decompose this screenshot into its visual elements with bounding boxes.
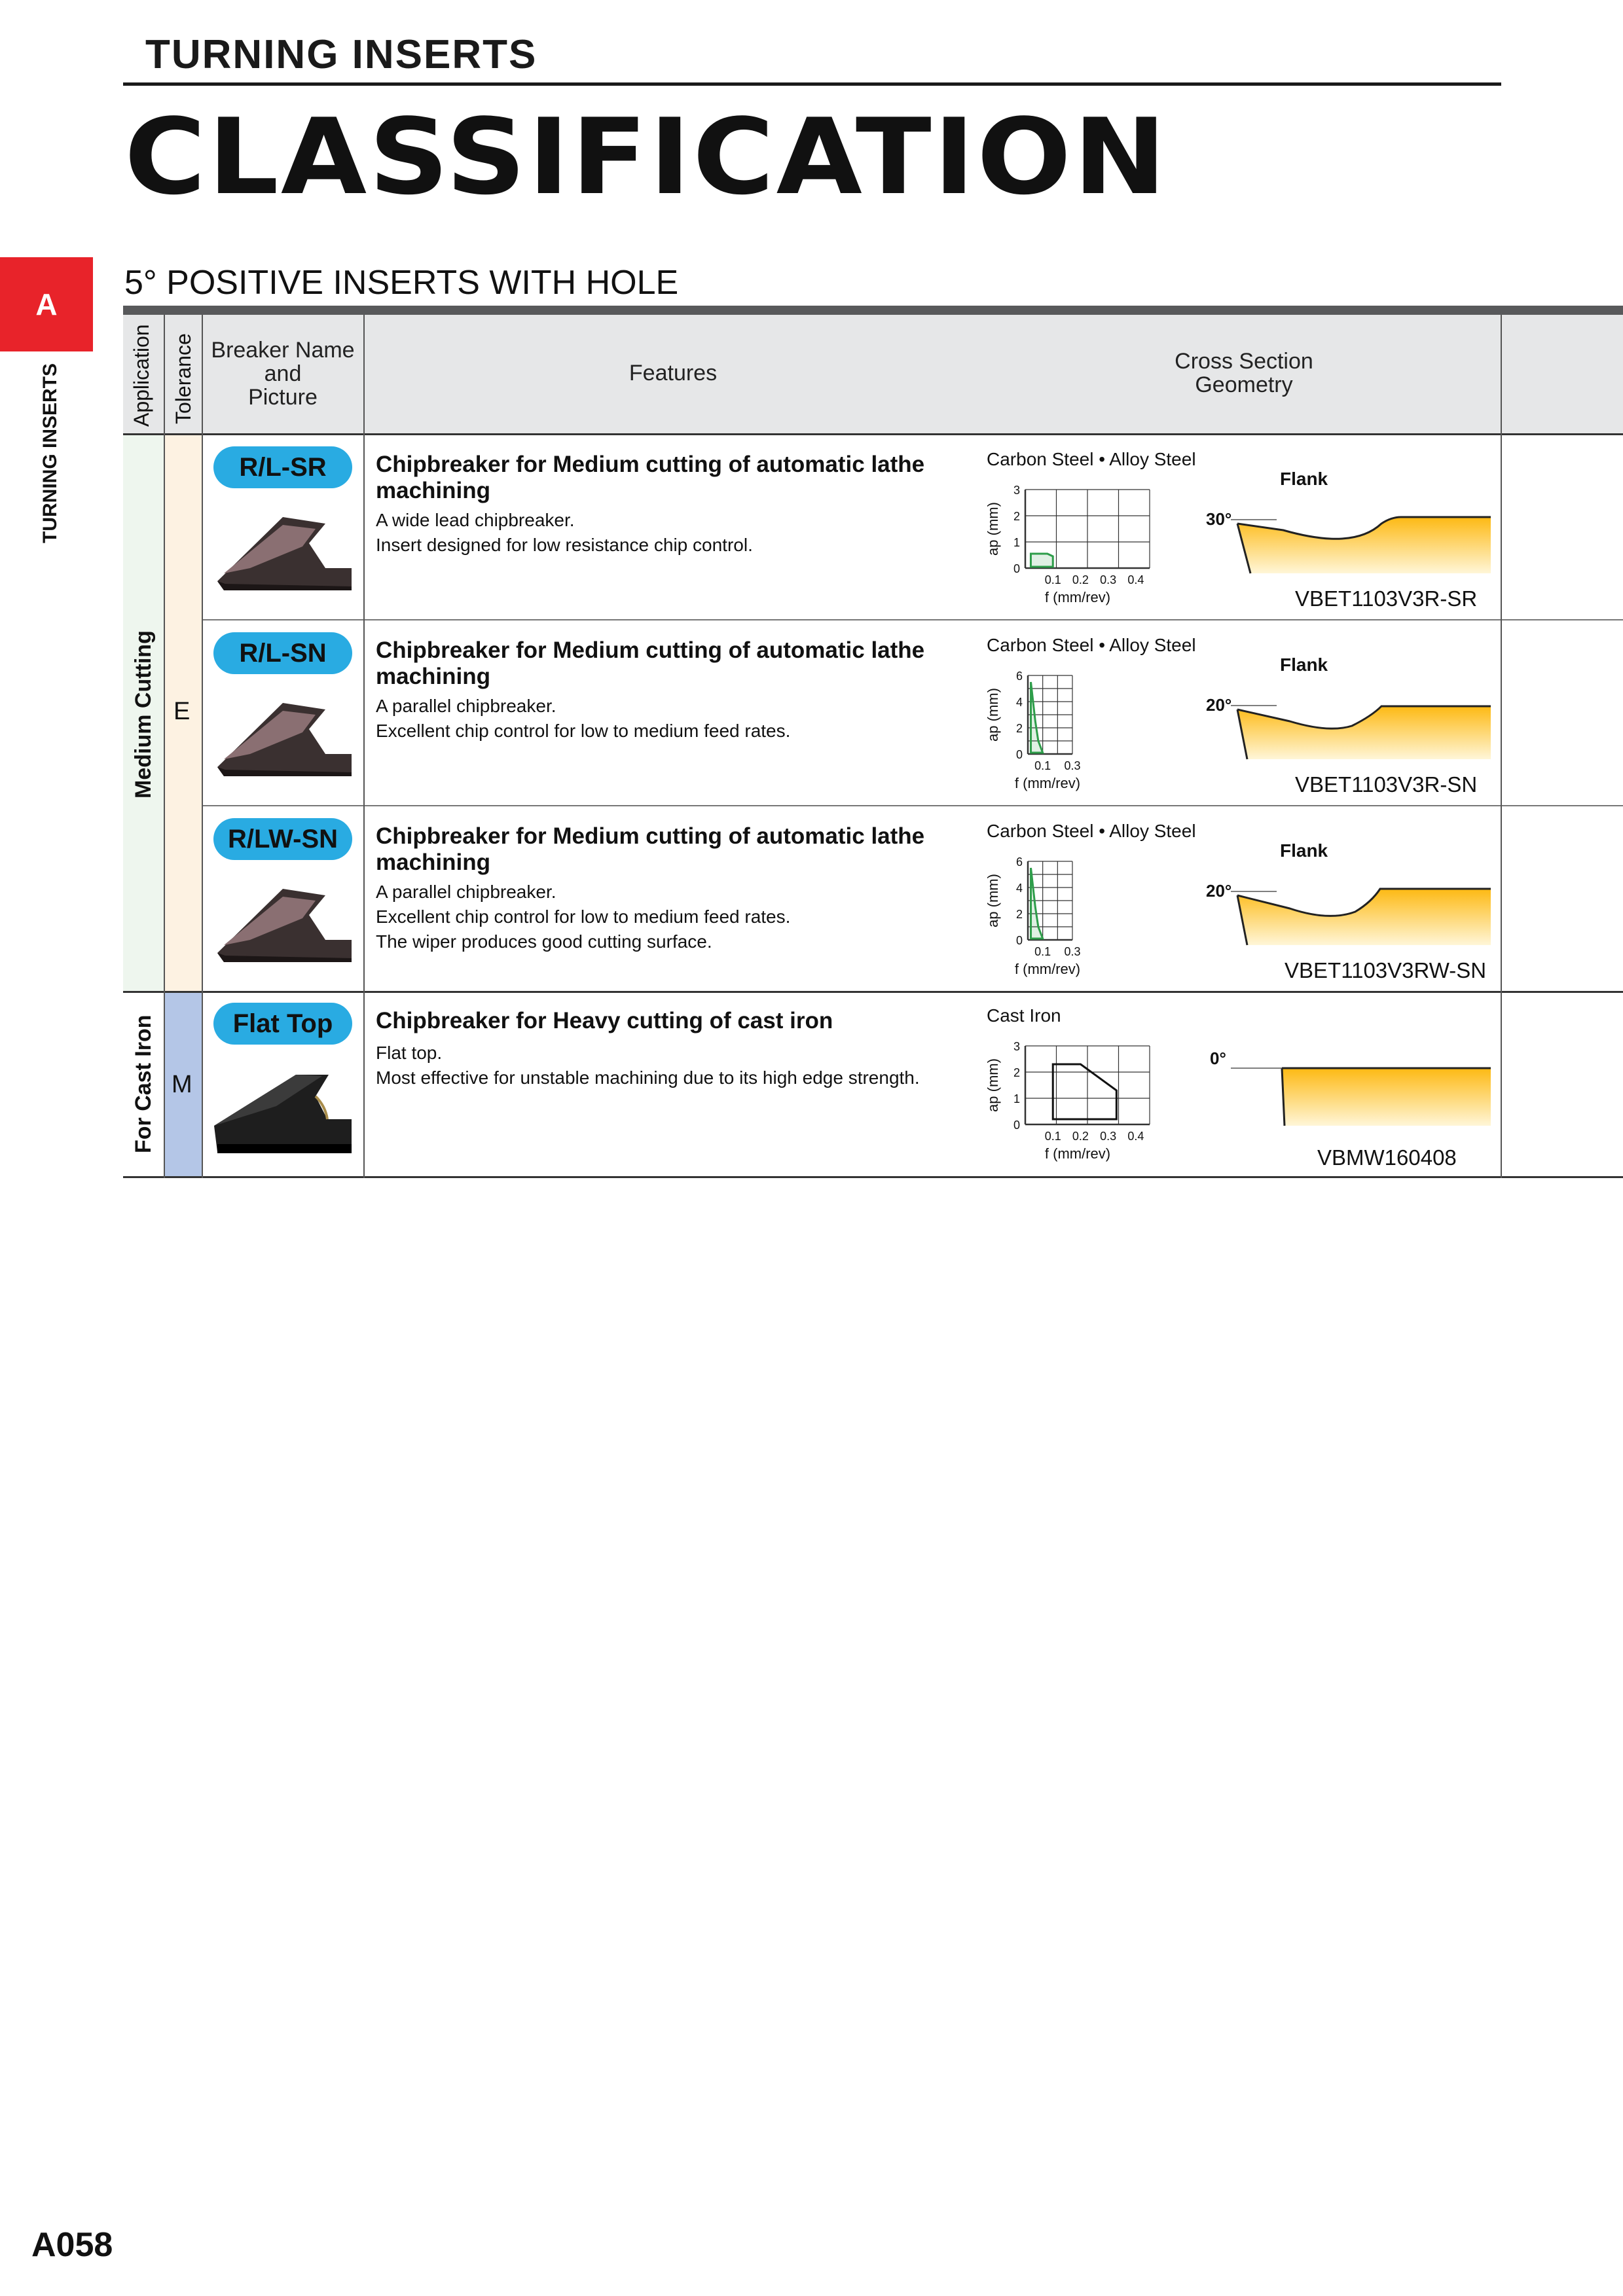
insert-picture [211, 511, 356, 599]
chart-y-tick-label: 6 [1015, 670, 1023, 683]
chart-y-tick-label: 2 [1013, 510, 1020, 523]
chart-material-label: Carbon Steel • Alloy Steel [987, 821, 1196, 841]
feature-title-line2: machining [376, 478, 491, 503]
chart-y-axis-label: ap (mm) [985, 1058, 1001, 1112]
insert-code: VBET1103V3R-SN [1295, 772, 1478, 797]
breaker-badge: Flat Top [213, 1003, 352, 1045]
angle-label: 0° [1210, 1049, 1226, 1068]
cross-section-geometry [1231, 876, 1493, 948]
feature-title-line2: machining [376, 850, 491, 875]
chart-x-tick-label: 0.1 [1044, 573, 1061, 586]
feature-title-line1: Chipbreaker for Medium cutting of automatic lathe [376, 637, 925, 663]
chart-y-tick-label: 0 [1015, 748, 1023, 761]
feature-description [376, 1041, 978, 1090]
feature-title [376, 637, 965, 690]
header-application: Application [130, 324, 153, 427]
chart-y-tick-label: 1 [1013, 1092, 1020, 1105]
chart-x-tick-label: 0.2 [1072, 573, 1089, 586]
header-features: Features [629, 361, 718, 386]
chart-ap-f [982, 470, 1178, 614]
chart-x-axis-label: f (mm/rev) [1014, 961, 1081, 977]
feature-desc-line: The wiper produces good cutting surface. [376, 931, 712, 952]
feature-description [376, 880, 978, 954]
header-cross-line1: Cross Section [1175, 349, 1313, 374]
section-bar [123, 306, 1623, 315]
chart-y-tick-label: 2 [1015, 722, 1023, 735]
breaker-badge: R/LW-SN [213, 818, 352, 860]
chart-y-tick-label: 2 [1013, 1066, 1020, 1079]
chart-y-tick-label: 0 [1013, 562, 1020, 575]
chart-y-tick-label: 0 [1015, 934, 1023, 947]
group-divider [123, 991, 1623, 993]
chart-x-tick-label: 0.4 [1127, 1130, 1144, 1143]
header-breaker-line1: Breaker Name [211, 338, 355, 363]
page-number: A058 [31, 2226, 113, 2264]
chart-material-label: Carbon Steel • Alloy Steel [987, 449, 1196, 469]
insert-picture [211, 1067, 356, 1162]
col-divider [202, 315, 203, 1178]
col-divider [1501, 315, 1502, 1178]
header-cross-section [982, 350, 1506, 397]
chart-y-axis-label: ap (mm) [985, 502, 1001, 556]
chart-x-axis-label: f (mm/rev) [1044, 589, 1111, 605]
section-title: 5° POSITIVE INSERTS WITH HOLE [124, 264, 679, 302]
chart-y-tick-label: 1 [1013, 536, 1020, 549]
chart-x-tick-label: 0.3 [1100, 1130, 1117, 1143]
chart-application-region [1030, 554, 1053, 567]
chart-application-region [1031, 682, 1043, 753]
chart-application-region [1031, 868, 1043, 939]
feature-title-line1: Chipbreaker for Medium cutting of automatic lathe [376, 823, 925, 849]
chart-y-axis-label: ap (mm) [985, 688, 1001, 742]
header-tolerance: Tolerance [172, 333, 195, 424]
cross-section-geometry [1231, 690, 1493, 762]
angle-label: 20° [1206, 695, 1232, 715]
chart-x-tick-label: 0.1 [1034, 945, 1051, 958]
flank-label: Flank [1280, 469, 1328, 489]
feature-title [376, 823, 965, 876]
chart-ap-f [982, 842, 1178, 986]
chart-y-tick-label: 3 [1013, 484, 1020, 497]
feature-desc-line: Most effective for unstable machining due to its high edge strength. [376, 1067, 920, 1088]
header-breaker-line3: Picture [248, 385, 318, 410]
row-divider [202, 619, 1623, 620]
chart-ap-f [982, 656, 1178, 800]
header-cross-line2: Geometry [1195, 372, 1293, 397]
feature-title-line1: Chipbreaker for Heavy cutting of cast iron [376, 1008, 833, 1033]
feature-description [376, 694, 978, 744]
breaker-badge: R/L-SR [213, 446, 352, 488]
insert-picture [211, 696, 356, 785]
insert-code: VBET1103V3R-SR [1295, 586, 1478, 611]
section-header: TURNING INSERTS [145, 32, 538, 77]
insert-code: VBET1103V3RW-SN [1285, 958, 1487, 982]
chart-x-tick-label: 0.3 [1064, 759, 1081, 772]
chart-material-label: Cast Iron [987, 1005, 1061, 1026]
chart-y-tick-label: 3 [1013, 1040, 1020, 1053]
tolerance-m: M [172, 1071, 192, 1098]
flank-label: Flank [1280, 655, 1328, 675]
breaker-badge: R/L-SN [213, 632, 352, 674]
header-rule [123, 82, 1501, 86]
chart-y-tick-label: 4 [1015, 696, 1023, 709]
feature-desc-line: A parallel chipbreaker. [376, 696, 556, 716]
application-cast-iron: For Cast Iron [131, 1014, 156, 1153]
feature-title [376, 452, 965, 504]
insert-picture [211, 882, 356, 971]
col-divider [164, 315, 165, 1178]
feature-desc-line: Excellent chip control for low to medium feed rates. [376, 721, 791, 741]
chart-y-tick-label: 0 [1013, 1119, 1020, 1132]
feature-desc-line: Excellent chip control for low to medium feed rates. [376, 906, 791, 927]
row-divider [202, 805, 1623, 806]
feature-title-line1: Chipbreaker for Medium cutting of automatic lathe [376, 452, 925, 477]
feature-title [376, 1008, 965, 1034]
chart-ap-f [982, 1026, 1178, 1170]
feature-desc-line: A wide lead chipbreaker. [376, 510, 575, 530]
table-header-rule [123, 433, 1623, 435]
col-divider [363, 315, 365, 1178]
chapter-tab: A [0, 257, 93, 351]
cross-section-geometry [1231, 504, 1493, 576]
insert-code: VBMW160408 [1317, 1145, 1457, 1170]
chart-y-axis-label: ap (mm) [985, 874, 1001, 927]
angle-label: 30° [1206, 509, 1232, 529]
chart-y-tick-label: 2 [1015, 908, 1023, 921]
chart-x-tick-label: 0.2 [1072, 1130, 1089, 1143]
feature-description [376, 508, 978, 558]
feature-title-line2: machining [376, 664, 491, 689]
cross-section-geometry [1231, 1060, 1493, 1132]
chart-x-tick-label: 0.1 [1044, 1130, 1061, 1143]
header-breaker [202, 338, 364, 409]
chart-x-tick-label: 0.4 [1127, 573, 1144, 586]
feature-desc-line: A parallel chipbreaker. [376, 882, 556, 902]
chart-x-axis-label: f (mm/rev) [1044, 1145, 1111, 1162]
angle-label: 20° [1206, 881, 1232, 901]
feature-desc-line: Flat top. [376, 1043, 443, 1063]
chart-y-tick-label: 4 [1015, 882, 1023, 895]
feature-desc-line: Insert designed for low resistance chip control. [376, 535, 753, 555]
page-title: CLASSIFICATION [124, 96, 1169, 218]
tolerance-e: E [173, 698, 191, 725]
chart-x-tick-label: 0.1 [1034, 759, 1051, 772]
application-medium-cutting: Medium Cutting [131, 630, 156, 798]
flank-label: Flank [1280, 840, 1328, 861]
chapter-side-label: TURNING INSERTS [39, 363, 61, 543]
chart-x-tick-label: 0.3 [1064, 945, 1081, 958]
table-bottom-rule [123, 1176, 1623, 1178]
chart-material-label: Carbon Steel • Alloy Steel [987, 635, 1196, 655]
header-breaker-line2: and [264, 361, 302, 386]
chart-y-tick-label: 6 [1015, 855, 1023, 869]
chart-x-axis-label: f (mm/rev) [1014, 775, 1081, 791]
chart-x-tick-label: 0.3 [1100, 573, 1117, 586]
